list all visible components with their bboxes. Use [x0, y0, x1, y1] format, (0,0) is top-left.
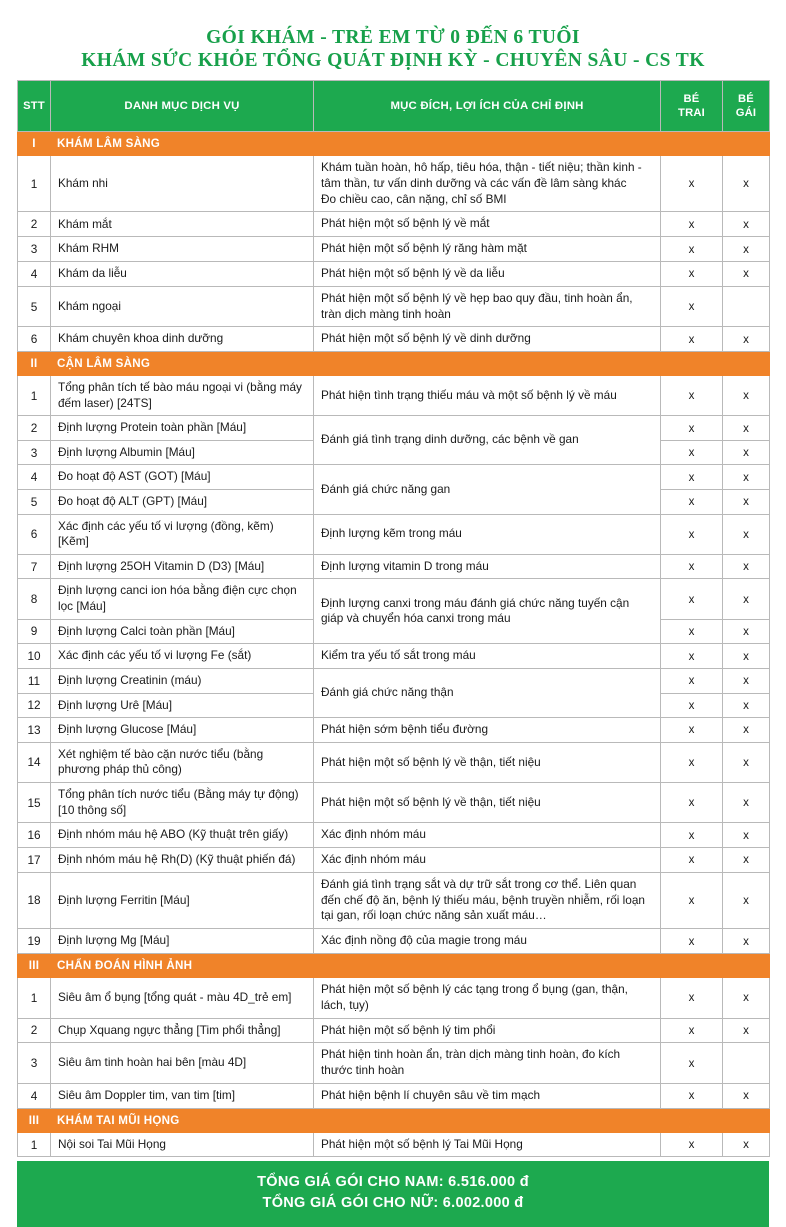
column-header-girl-line1: BÉ: [738, 93, 754, 105]
girl-mark: x: [723, 847, 770, 872]
service-name: Định lượng canci ion hóa bằng điện cực chọn lọc [Máu]: [51, 579, 314, 619]
section-blank-purpose: [314, 1108, 661, 1132]
girl-mark: x: [723, 783, 770, 823]
column-header-service: DANH MỤC DỊCH VỤ: [51, 81, 314, 132]
service-purpose: Phát hiện tinh hoàn ẩn, tràn dịch màng tinh hoàn, đo kích thước tinh hoàn: [314, 1043, 661, 1084]
service-name: Định lượng Creatinin (máu): [51, 668, 314, 693]
service-name: Tổng phân tích tế bào máu ngoại vi (bằng máy đếm laser) [24TS]: [51, 376, 314, 416]
section-header-row: [18, 953, 770, 977]
service-name: Khám chuyên khoa dinh dưỡng: [51, 327, 314, 352]
service-name: Định lượng 25OH Vitamin D (D3) [Máu]: [51, 554, 314, 579]
girl-mark: x: [723, 416, 770, 441]
row-index: 10: [18, 644, 51, 669]
girl-mark: x: [723, 212, 770, 237]
service-purpose: Phát hiện một số bệnh lý Tai Mũi Họng: [314, 1132, 661, 1157]
row-index: 2: [18, 212, 51, 237]
girl-mark: [723, 1043, 770, 1084]
service-purpose: Phát hiện bệnh lí chuyên sâu về tim mạch: [314, 1083, 661, 1108]
column-header-girl-line2: GÁI: [735, 107, 757, 119]
girl-mark: x: [723, 156, 770, 212]
service-name: Đo hoạt độ AST (GOT) [Máu]: [51, 465, 314, 490]
section-header-row: [18, 1108, 770, 1132]
service-purpose: Đánh giá chức năng gan: [314, 465, 661, 514]
title-line-secondary: KHÁM SỨC KHỎE TỔNG QUÁT ĐỊNH KỲ - CHUYÊN SÂU - CS TK: [81, 50, 705, 71]
service-name: Siêu âm ổ bụng [tổng quát - màu 4D_trẻ em]: [51, 977, 314, 1018]
section-blank-girl: [723, 132, 770, 156]
boy-mark: x: [661, 554, 723, 579]
girl-mark: x: [723, 579, 770, 619]
girl-mark: [723, 286, 770, 327]
column-header-girl: [723, 81, 770, 132]
section-numeral: I: [18, 132, 51, 156]
row-index: 4: [18, 1083, 51, 1108]
section-title: CẬN LÂM SÀNG: [51, 352, 314, 376]
boy-mark: x: [661, 440, 723, 465]
service-name: Định lượng Calci toàn phần [Máu]: [51, 619, 314, 644]
service-name: Khám mắt: [51, 212, 314, 237]
boy-mark: x: [661, 1083, 723, 1108]
row-index: 3: [18, 1043, 51, 1084]
section-blank-purpose: [314, 132, 661, 156]
service-name: Đo hoạt độ ALT (GPT) [Máu]: [51, 489, 314, 514]
section-title: KHÁM TAI MŨI HỌNG: [51, 1108, 314, 1132]
girl-mark: x: [723, 1018, 770, 1043]
service-name: Định lượng Ferritin [Máu]: [51, 872, 314, 928]
boy-mark: x: [661, 261, 723, 286]
service-purpose: Xác định nhóm máu: [314, 847, 661, 872]
section-blank-purpose: [314, 953, 661, 977]
service-purpose: Phát hiện một số bệnh lý về hẹp bao quy đầu, tinh hoàn ẩn, tràn dịch màng tinh hoàn: [314, 286, 661, 327]
girl-mark: x: [723, 376, 770, 416]
row-index: 11: [18, 668, 51, 693]
table-row: [18, 514, 770, 554]
column-header-stt: STT: [18, 81, 51, 132]
title-line-primary: GÓI KHÁM - TRẺ EM TỪ 0 ĐẾN 6 TUỔI: [206, 27, 580, 48]
table-row: [18, 847, 770, 872]
service-name: Chụp Xquang ngực thẳng [Tim phổi thẳng]: [51, 1018, 314, 1043]
boy-mark: x: [661, 742, 723, 782]
boy-mark: x: [661, 327, 723, 352]
row-index: 1: [18, 376, 51, 416]
section-title: CHẨN ĐOÁN HÌNH ẢNH: [51, 953, 314, 977]
girl-mark: x: [723, 514, 770, 554]
boy-mark: x: [661, 237, 723, 262]
section-blank-girl: [723, 352, 770, 376]
section-header-row: [18, 132, 770, 156]
boy-mark: x: [661, 376, 723, 416]
table-row: [18, 872, 770, 928]
table-header-row: [18, 81, 770, 132]
row-index: 1: [18, 156, 51, 212]
boy-mark: x: [661, 1043, 723, 1084]
service-name: Định lượng Urê [Máu]: [51, 693, 314, 718]
girl-mark: x: [723, 872, 770, 928]
service-purpose: Phát hiện sớm bệnh tiểu đường: [314, 718, 661, 743]
section-blank-purpose: [314, 352, 661, 376]
table-row: [18, 718, 770, 743]
boy-mark: x: [661, 1018, 723, 1043]
boy-mark: x: [661, 693, 723, 718]
boy-mark: x: [661, 619, 723, 644]
service-purpose: Xác định nhóm máu: [314, 823, 661, 848]
service-purpose: Đánh giá tình trạng dinh dưỡng, các bệnh về gan: [314, 416, 661, 465]
section-title: KHÁM LÂM SÀNG: [51, 132, 314, 156]
row-index: 9: [18, 619, 51, 644]
page-title: [0, 0, 786, 80]
row-index: 3: [18, 440, 51, 465]
service-purpose: Phát hiện một số bệnh lý các tạng trong ổ bụng (gan, thận, lách, tụy): [314, 977, 661, 1018]
service-name: Định lượng Mg [Máu]: [51, 929, 314, 954]
row-index: 2: [18, 416, 51, 441]
row-index: 17: [18, 847, 51, 872]
row-index: 7: [18, 554, 51, 579]
table-row: [18, 212, 770, 237]
row-index: 1: [18, 977, 51, 1018]
row-index: 14: [18, 742, 51, 782]
service-purpose: Phát hiện một số bệnh lý tim phổi: [314, 1018, 661, 1043]
service-purpose: Đánh giá chức năng thận: [314, 668, 661, 717]
service-purpose: Phát hiện một số bệnh lý về thận, tiết niệu: [314, 783, 661, 823]
service-name: Tổng phân tích nước tiểu (Bằng máy tự động) [10 thông số]: [51, 783, 314, 823]
table-row: [18, 668, 770, 693]
service-purpose: Phát hiện một số bệnh lý về dinh dưỡng: [314, 327, 661, 352]
girl-mark: x: [723, 489, 770, 514]
boy-mark: x: [661, 465, 723, 490]
service-name: Nội soi Tai Mũi Họng: [51, 1132, 314, 1157]
service-name: Định nhóm máu hệ ABO (Kỹ thuật trên giấy): [51, 823, 314, 848]
row-index: 1: [18, 1132, 51, 1157]
table-row: [18, 554, 770, 579]
table-row: [18, 327, 770, 352]
boy-mark: x: [661, 718, 723, 743]
table-row: [18, 1043, 770, 1084]
section-blank-boy: [661, 953, 723, 977]
girl-mark: x: [723, 668, 770, 693]
service-name: Khám RHM: [51, 237, 314, 262]
girl-mark: x: [723, 465, 770, 490]
table-row: [18, 742, 770, 782]
boy-mark: x: [661, 514, 723, 554]
row-index: 3: [18, 237, 51, 262]
row-index: 18: [18, 872, 51, 928]
service-name: Định lượng Albumin [Máu]: [51, 440, 314, 465]
boy-mark: x: [661, 823, 723, 848]
service-purpose: Phát hiện một số bệnh lý về da liễu: [314, 261, 661, 286]
boy-mark: x: [661, 286, 723, 327]
section-blank-boy: [661, 1108, 723, 1132]
table-row: [18, 1018, 770, 1043]
row-index: 4: [18, 465, 51, 490]
boy-mark: x: [661, 847, 723, 872]
column-header-boy: [661, 81, 723, 132]
service-purpose: Phát hiện tình trạng thiếu máu và một số bệnh lý về máu: [314, 376, 661, 416]
boy-mark: x: [661, 489, 723, 514]
service-name: Siêu âm tinh hoàn hai bên [màu 4D]: [51, 1043, 314, 1084]
service-purpose: Đánh giá tình trạng sắt và dự trữ sắt trong cơ thể. Liên quan đến chế độ ăn, bệnh lý thiếu máu, bệnh truyền nhiễm, rối loạn tại gan, rối loạn chức năng sản xuất máu…: [314, 872, 661, 928]
girl-mark: x: [723, 327, 770, 352]
girl-mark: x: [723, 237, 770, 262]
row-index: 4: [18, 261, 51, 286]
boy-mark: x: [661, 872, 723, 928]
total-price-female: TỔNG GIÁ GÓI CHO NỮ: 6.002.000 đ: [262, 1195, 524, 1212]
section-header-row: [18, 352, 770, 376]
row-index: 5: [18, 286, 51, 327]
table-row: [18, 929, 770, 954]
girl-mark: x: [723, 644, 770, 669]
girl-mark: x: [723, 1132, 770, 1157]
table-row: [18, 823, 770, 848]
girl-mark: x: [723, 1083, 770, 1108]
table-row: [18, 644, 770, 669]
boy-mark: x: [661, 977, 723, 1018]
service-name: Định nhóm máu hệ Rh(D) (Kỹ thuật phiến đá): [51, 847, 314, 872]
section-numeral: III: [18, 953, 51, 977]
service-purpose: Phát hiện một số bệnh lý về thận, tiết niệu: [314, 742, 661, 782]
service-purpose: Định lượng kẽm trong máu: [314, 514, 661, 554]
service-name: Định lượng Glucose [Máu]: [51, 718, 314, 743]
service-name: Siêu âm Doppler tim, van tim [tim]: [51, 1083, 314, 1108]
service-name: Định lượng Protein toàn phần [Máu]: [51, 416, 314, 441]
table-row: [18, 1083, 770, 1108]
table-row: [18, 1132, 770, 1157]
service-name: Xác định các yếu tố vi lượng (đồng, kẽm) [Kẽm]: [51, 514, 314, 554]
section-blank-boy: [661, 132, 723, 156]
services-table-wrapper: [0, 80, 786, 1157]
row-index: 19: [18, 929, 51, 954]
service-name: Xét nghiệm tế bào cặn nước tiểu (bằng phương pháp thủ công): [51, 742, 314, 782]
section-blank-girl: [723, 953, 770, 977]
girl-mark: x: [723, 742, 770, 782]
boy-mark: x: [661, 783, 723, 823]
service-purpose: Phát hiện một số bệnh lý về mắt: [314, 212, 661, 237]
row-index: 6: [18, 514, 51, 554]
table-row: [18, 579, 770, 619]
table-row: [18, 376, 770, 416]
table-row: [18, 261, 770, 286]
row-index: 5: [18, 489, 51, 514]
boy-mark: x: [661, 668, 723, 693]
column-header-purpose: MỤC ĐÍCH, LỢI ÍCH CỦA CHỈ ĐỊNH: [314, 81, 661, 132]
service-name: Xác định các yếu tố vi lượng Fe (sắt): [51, 644, 314, 669]
column-header-boy-line1: BÉ: [683, 93, 700, 105]
row-index: 8: [18, 579, 51, 619]
table-row: [18, 416, 770, 441]
girl-mark: x: [723, 693, 770, 718]
row-index: 15: [18, 783, 51, 823]
service-purpose: Định lượng vitamin D trong máu: [314, 554, 661, 579]
row-index: 6: [18, 327, 51, 352]
boy-mark: x: [661, 212, 723, 237]
row-index: 13: [18, 718, 51, 743]
service-purpose: Kiểm tra yếu tố sắt trong máu: [314, 644, 661, 669]
section-numeral: II: [18, 352, 51, 376]
service-name: Khám nhi: [51, 156, 314, 212]
table-row: [18, 977, 770, 1018]
girl-mark: x: [723, 823, 770, 848]
service-purpose: Phát hiện một số bệnh lý răng hàm mặt: [314, 237, 661, 262]
girl-mark: x: [723, 619, 770, 644]
total-price-male: TỔNG GIÁ GÓI CHO NAM: 6.516.000 đ: [257, 1174, 529, 1191]
girl-mark: x: [723, 929, 770, 954]
section-numeral: III: [18, 1108, 51, 1132]
boy-mark: x: [661, 156, 723, 212]
girl-mark: x: [723, 977, 770, 1018]
boy-mark: x: [661, 644, 723, 669]
table-header: [18, 81, 770, 132]
boy-mark: x: [661, 929, 723, 954]
total-price-footer: [17, 1161, 769, 1226]
girl-mark: x: [723, 440, 770, 465]
girl-mark: x: [723, 554, 770, 579]
services-table: [17, 80, 770, 1157]
service-purpose: Xác định nồng độ của magie trong máu: [314, 929, 661, 954]
table-row: [18, 286, 770, 327]
service-purpose: Định lượng canxi trong máu đánh giá chức năng tuyến cận giáp và chuyển hóa canxi trong máu: [314, 579, 661, 644]
section-blank-girl: [723, 1108, 770, 1132]
girl-mark: x: [723, 718, 770, 743]
row-index: 2: [18, 1018, 51, 1043]
section-blank-boy: [661, 352, 723, 376]
column-header-boy-line2: TRAI: [678, 107, 705, 119]
boy-mark: x: [661, 1132, 723, 1157]
service-name: Khám da liễu: [51, 261, 314, 286]
table-row: [18, 465, 770, 490]
girl-mark: x: [723, 261, 770, 286]
table-row: [18, 156, 770, 212]
boy-mark: x: [661, 579, 723, 619]
table-row: [18, 237, 770, 262]
service-purpose: Khám tuần hoàn, hô hấp, tiêu hóa, thận - tiết niệu; thần kinh - tâm thần, tư vấn dinh dưỡng và các vấn đề lâm sàng khác Đo chiều cao, cân nặng, chỉ số BMI: [314, 156, 661, 212]
row-index: 16: [18, 823, 51, 848]
boy-mark: x: [661, 416, 723, 441]
table-body: [18, 132, 770, 1157]
row-index: 12: [18, 693, 51, 718]
service-name: Khám ngoại: [51, 286, 314, 327]
table-row: [18, 783, 770, 823]
